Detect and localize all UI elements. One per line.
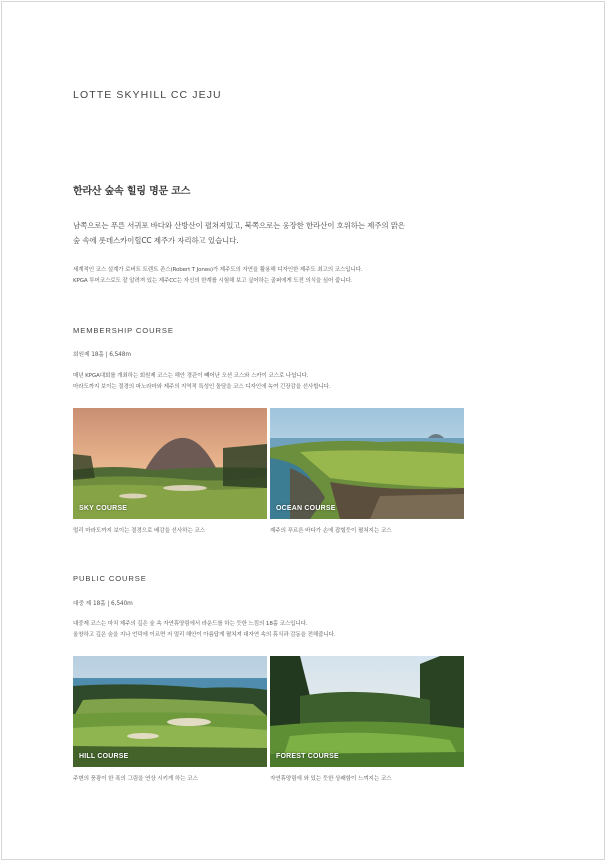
- forest-course-label: FOREST COURSE: [276, 753, 339, 760]
- public-meta: 대중 제 18홀 | 6,540m: [73, 601, 133, 607]
- membership-desc-line: 마라도까지 보이는 절경의 파노라마와 제주의 지역적 특성인 돌담을 코스 디자인에 녹여 긴장감을 선사합니다.: [73, 383, 331, 390]
- lead-line: 숲 속에 롯데스카이힐CC 제주가 자리하고 있습니다.: [73, 236, 239, 245]
- forest-course-photo: [270, 656, 464, 767]
- public-section-title: PUBLIC COURSE: [73, 574, 147, 583]
- hill-course-photo: [73, 656, 267, 767]
- membership-meta: 회원제 18홀 | 6,548m: [73, 352, 131, 358]
- brand-title: LOTTE SKYHILL CC JEJU: [73, 89, 222, 101]
- ocean-course-caption: 제주의 푸르른 바다가 손에 잡힐듯이 펼쳐지는 코스: [270, 528, 392, 534]
- sky-course-label: SKY COURSE: [79, 505, 128, 512]
- public-desc-line: 대중제 코스는 마치 제주의 깊은 숲 속 자연휴양림에서 라운드를 하는 듯한 느낌의 18홀 코스입니다.: [73, 621, 308, 627]
- page-headline: 한라산 숲속 힐링 명문 코스: [73, 186, 191, 197]
- sky-course-caption: 멀리 마라도까지 보이는 절경으로 배감을 선사하는 코스: [73, 528, 206, 534]
- intro-paragraph: [73, 265, 493, 286]
- forest-course-caption: 자연휴양림에 와 있는 듯한 상쾌함이 느껴지는 코스: [270, 776, 392, 782]
- hill-course-caption: 주변의 풍광이 한 폭의 그림을 연상 시키게 하는 코스: [73, 776, 198, 782]
- hill-course-label: HILL COURSE: [79, 753, 129, 760]
- public-description: [73, 619, 493, 640]
- membership-desc-line: 매년 KPGA대회를 개최하는 회원제 코스는 해안 경관이 빼어난 오션 코스와 스카이 코스로 나뉩니다.: [73, 373, 309, 379]
- sky-course-photo: [73, 408, 267, 519]
- lead-paragraph: [73, 218, 473, 248]
- ocean-course-photo: [270, 408, 464, 519]
- membership-description: [73, 371, 493, 392]
- intro-line: 세계적인 코스 설계가 로버트 트렌트 존스(Robert T Jones)가 제주도의 자연을 활용해 디자인한 제주도 최고의 코스입니다.: [73, 267, 363, 273]
- ocean-course-label: OCEAN COURSE: [276, 505, 336, 512]
- membership-section-title: MEMBERSHIP COURSE: [73, 326, 174, 335]
- public-desc-line: 울창하고 깊은 숲을 지나 언덕에 이르면 저 멀리 해안이 아름답게 펼쳐져 대자연 속의 휴식과 감동을 전해줍니다.: [73, 631, 336, 638]
- intro-line: KPGA 투어코스로도 잘 알려져 있는 제주CC는 자신의 한계를 시험해 보고 싶어하는 골퍼에게 도전 의식을 심어 줍니다.: [73, 277, 353, 284]
- lead-line: 남쪽으로는 푸른 서귀포 바다와 산방산이 펼쳐져있고, 북쪽으로는 웅장한 한라산이 호위하는 제주의 맑은: [73, 221, 405, 230]
